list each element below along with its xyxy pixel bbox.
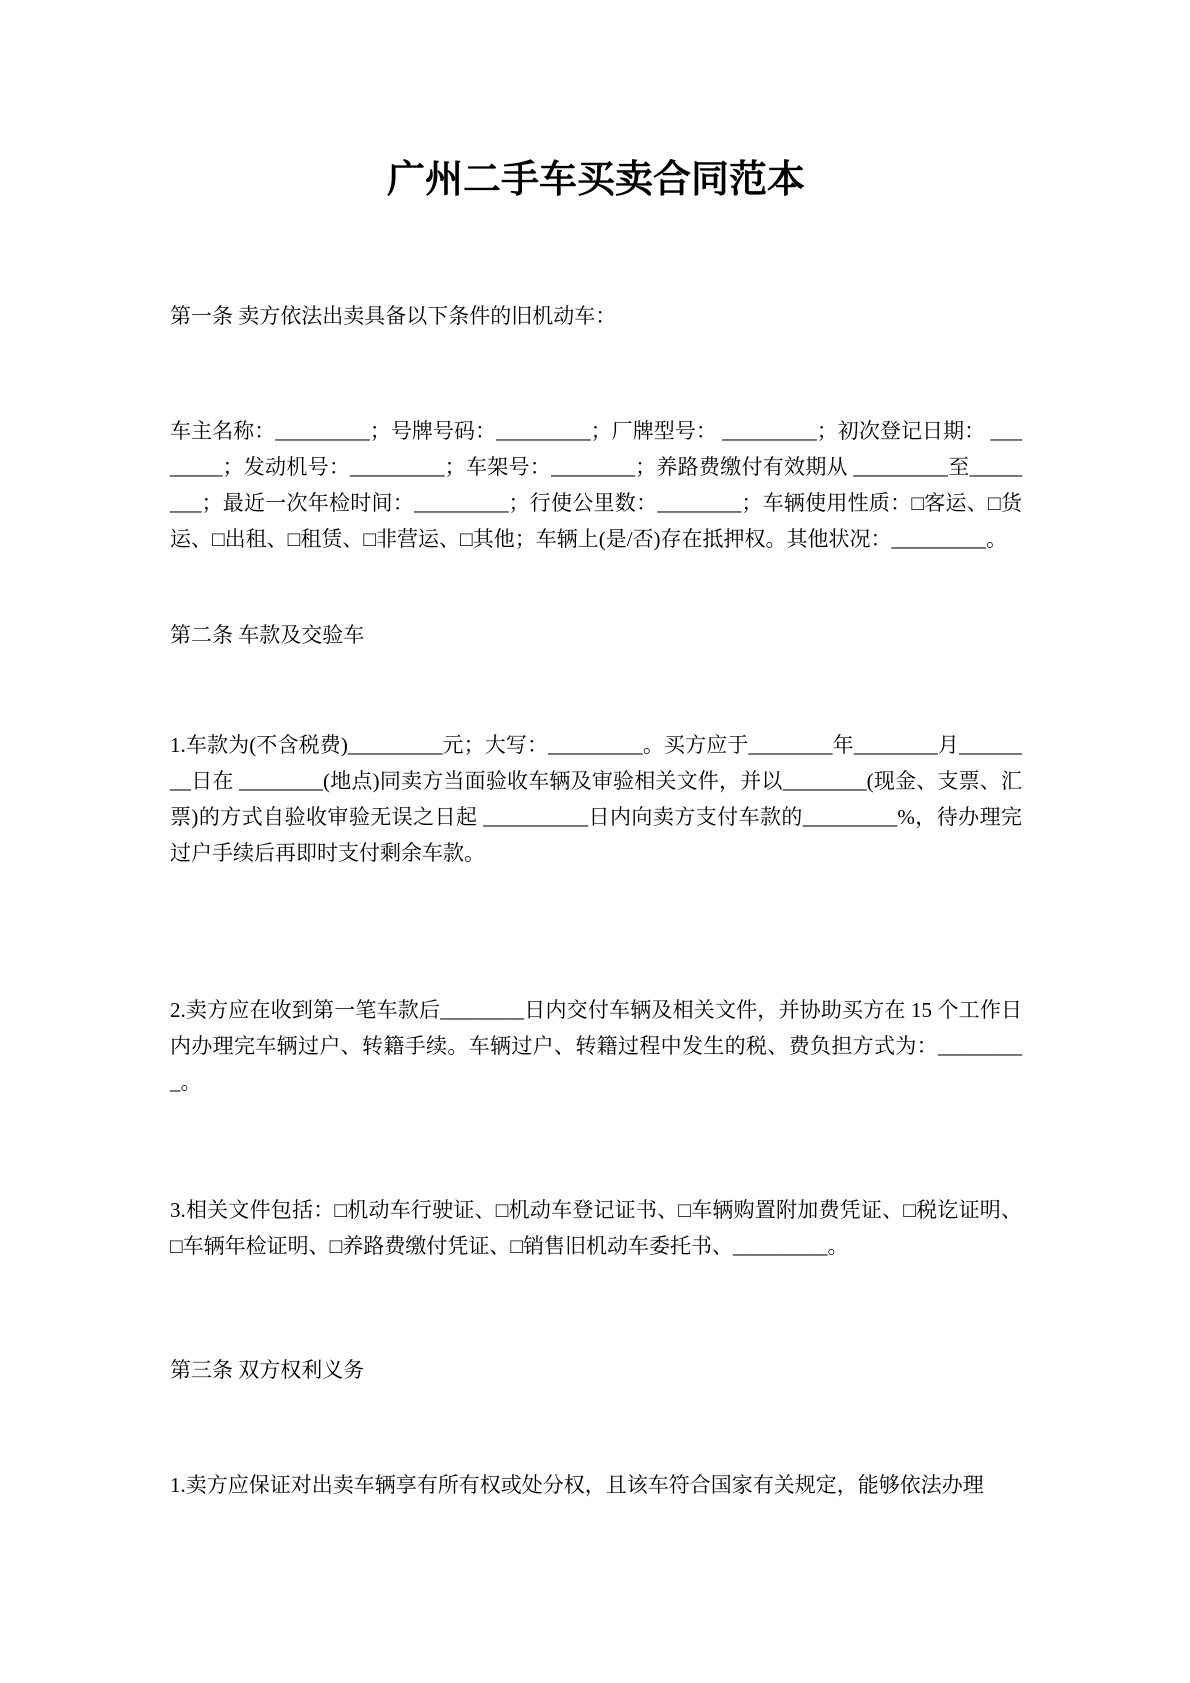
vehicle-info-clause: 车主名称：_________；号牌号码：_________；厂牌型号： _________；初次登记日期： ________；发动机号：_________；车架号：________；养路费缴付有效期从 _________至________；最近一次年检时间：_________；行使公里数：________；车辆使用性质：□客运、□货运、□出租、□租赁、□非营运、□其他；车辆上(是/否)存在抵押权。其他状况：_________。 — [170, 419, 1022, 551]
clause-2-1-payment: 1.车款为(不含税费)_________元；大写：_________。买方应于________年________月________日在 ________(地点)同卖方当面验收车辆及审验相关文件，并以________(现金、支票、汇票)的方式自验收审验无误之日起 __________日内向卖方支付车款的_________%，待办理完过户手续后再即时支付剩余车款。 — [170, 733, 1022, 865]
article-2-heading: 第二条 车款及交验车 — [170, 623, 365, 647]
clause-3-1-ownership: 1.卖方应保证对出卖车辆享有所有权或处分权，且该车符合国家有关规定，能够依法办理 — [170, 1473, 984, 1497]
document-title-text: 广州二手车买卖合同范本 — [386, 159, 805, 201]
article-1-heading: 第一条 卖方依法出卖具备以下条件的旧机动车： — [170, 304, 617, 328]
document-title — [170, 155, 1022, 205]
clause-2-2-delivery: 2.卖方应在收到第一笔车款后________日内交付车辆及相关文件，并协助买方在 15 个工作日内办理完车辆过户、转籍手续。车辆过户、转籍过程中发生的税、费负担方式为：_________。 — [170, 998, 1022, 1094]
clause-2-3-documents: 3.相关文件包括：□机动车行驶证、□机动车登记证书、□车辆购置附加费凭证、□税讫证明、□车辆年检证明、□养路费缴付凭证、□销售旧机动车委托书、_________。 — [170, 1198, 1022, 1258]
article-3-heading: 第三条 双方权利义务 — [170, 1358, 365, 1382]
